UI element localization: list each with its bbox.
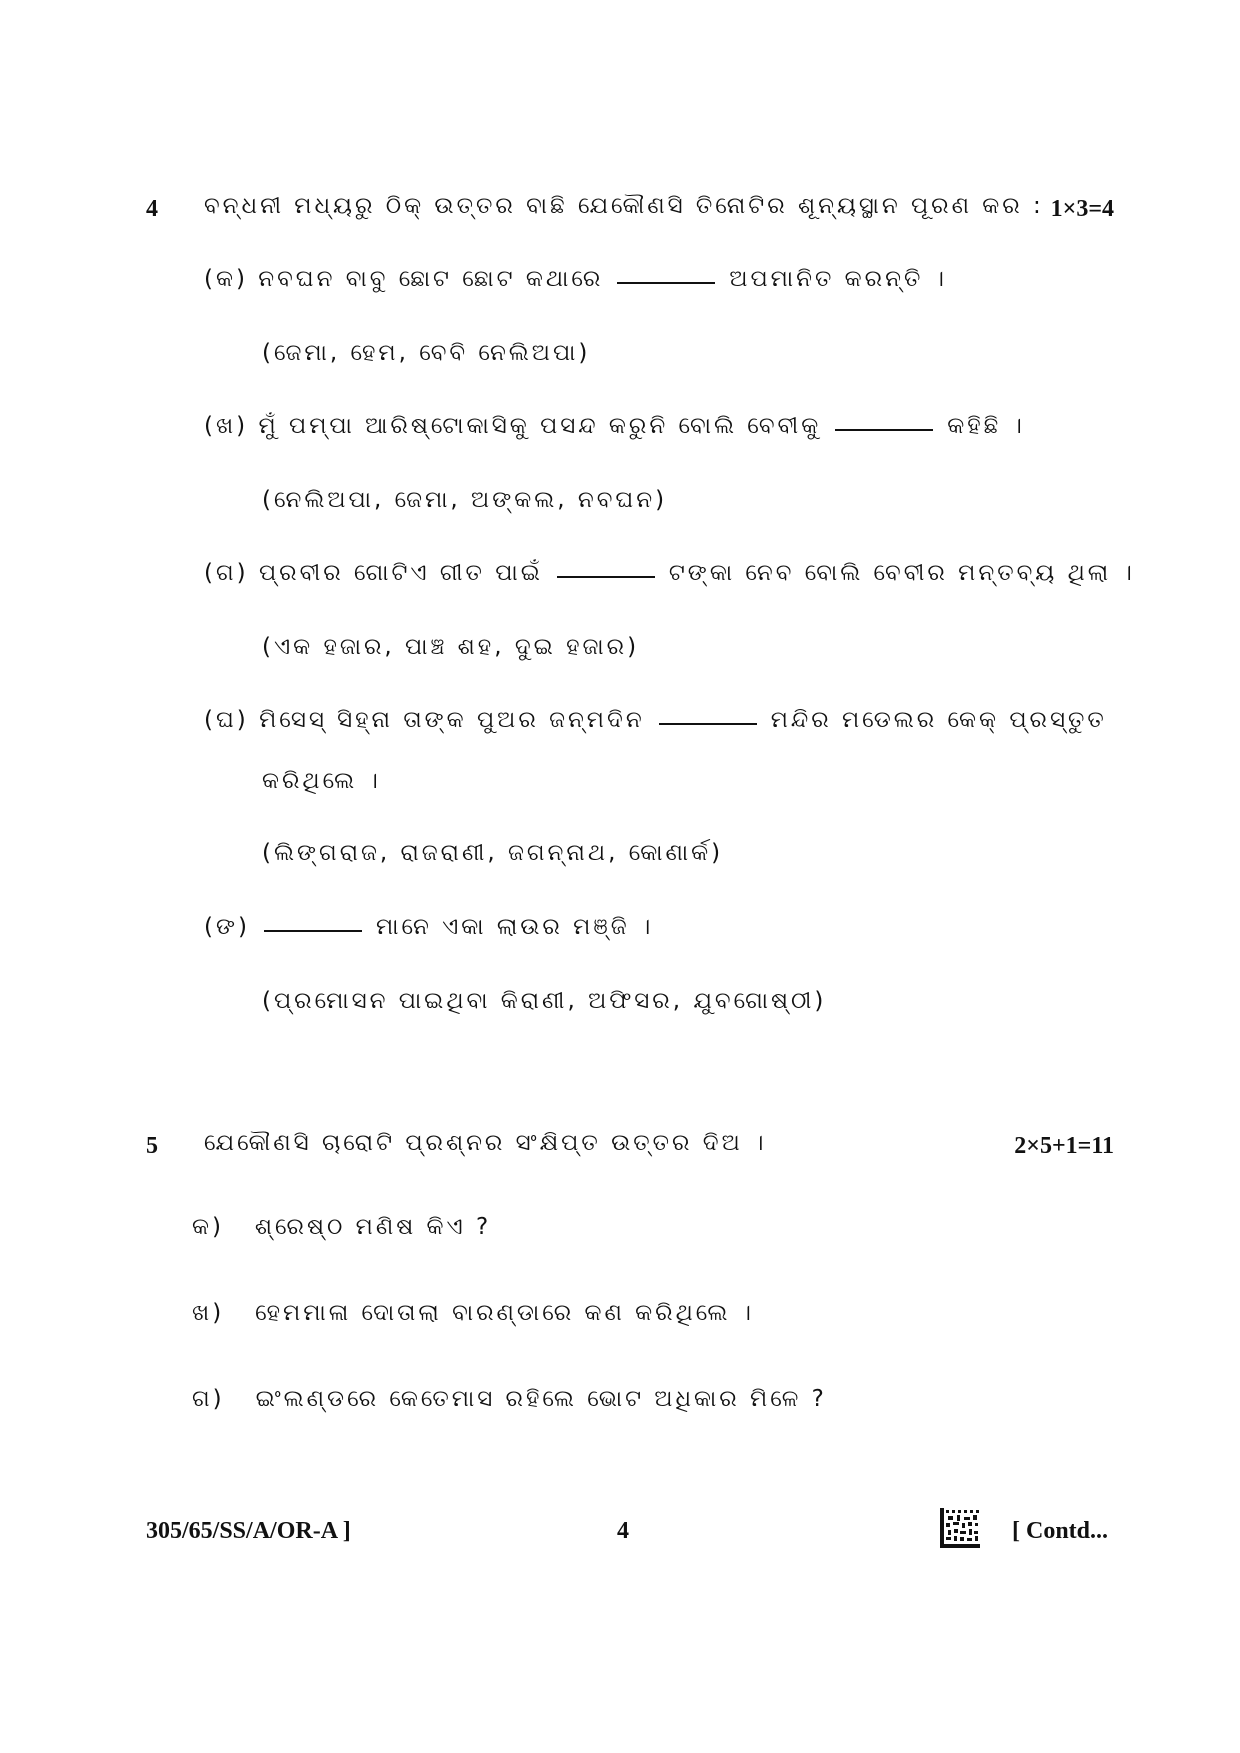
item-options: (ନେଲିଅପା, ଜେମା, ଅଙ୍କଲ, ନବଘନ) — [262, 487, 668, 513]
item-text-before: ପ୍ରବୀର ଗୋଟିଏ ଗୀତ ପାଇଁ — [258, 560, 543, 586]
answer-blank — [557, 576, 655, 578]
fill-blank-item — [204, 914, 653, 940]
fill-blank-item — [204, 266, 947, 292]
item-text: ଇଂଲଣ୍ଡରେ କେତେମାସ ରହିଲେ ଭୋଟ ଅଧିକାର ମିଳେ ? — [255, 1386, 827, 1412]
item-options: (ଏକ ହଜାର, ପାଞ୍ଚ ଶହ, ଦୁଇ ହଜାର) — [262, 634, 640, 660]
question-instruction: ବନ୍ଧନୀ ମଧ୍ୟରୁ ଠିକ୍ ଉତ୍ତର ବାଛି ଯେକୌଣସି ତିନୋଟିର ଶୂନ୍ୟସ୍ଥାନ ପୂରଣ କର : — [204, 193, 1044, 219]
item-text-after: ମାନେ ଏକା ଲାଉର ମଞ୍ଜି । — [376, 914, 654, 940]
item-label: କ) — [192, 1214, 224, 1240]
item-options: (ଜେମା, ହେମ, ବେବି ନେଲିଅପା) — [262, 340, 591, 366]
item-label: (ଖ) — [204, 413, 249, 439]
question-number: 5 — [146, 1133, 158, 1159]
fill-blank-item — [204, 707, 1107, 733]
fill-blank-item — [204, 560, 1135, 586]
item-text-before: ନବଘନ ବାବୁ ଛୋଟ ଛୋଟ କଥାରେ — [258, 266, 604, 292]
item-text: ହେମମାଳା ଦୋତାଲା ବାରଣ୍ଡାରେ କଣ କରିଥିଲେ । — [255, 1300, 754, 1326]
short-answer-item — [192, 1386, 827, 1412]
qr-code-icon — [940, 1508, 980, 1548]
item-label: (ଘ) — [204, 707, 249, 733]
item-label: ଖ) — [192, 1300, 225, 1326]
answer-blank — [264, 930, 362, 932]
item-options: (ପ୍ରମୋସନ ପାଇଥିବା କିରାଣୀ, ଅଫିସର, ଯୁବଗୋଷ୍ଠୀ) — [262, 988, 827, 1014]
item-text-before: ମିସେସ୍ ସିହ୍ନା ତାଙ୍କ ପୁଅର ଜନ୍ମଦିନ — [259, 707, 645, 733]
paper-code: 305/65/SS/A/OR-A ] — [146, 1518, 351, 1544]
short-answer-item — [192, 1300, 754, 1326]
answer-blank — [617, 282, 715, 284]
question-number: 4 — [146, 196, 158, 222]
question-marks: 1×3=4 — [1050, 196, 1114, 222]
item-label: (କ) — [204, 266, 248, 292]
item-continuation: କରିଥିଲେ । — [262, 768, 381, 794]
answer-blank — [835, 429, 933, 431]
page-number: 4 — [617, 1518, 629, 1544]
question-marks: 2×5+1=11 — [1014, 1133, 1114, 1159]
item-label: ଗ) — [192, 1386, 225, 1412]
item-text-after: ଟଙ୍କା ନେବ ବୋଲି ବେବୀର ମନ୍ତବ୍ୟ ଥିଲା । — [668, 560, 1135, 586]
item-options: (ଲିଙ୍ଗରାଜ, ରାଜରାଣୀ, ଜଗନ୍ନାଥ, କୋଣାର୍କ) — [262, 840, 724, 866]
item-text-before: ମୁଁ ପମ୍ପା ଆରିଷ୍ଟୋକାସିକୁ ପସନ୍ଦ କରୁନି ବୋଲି ବେବୀକୁ — [258, 413, 822, 439]
short-answer-item — [192, 1214, 491, 1240]
answer-blank — [659, 723, 757, 725]
item-text-after: କହିଛି । — [947, 413, 1025, 439]
continued-note: [ Contd... — [1012, 1518, 1109, 1544]
item-label: (ଙ) — [204, 914, 250, 940]
item-label: (ଗ) — [204, 560, 249, 586]
item-text: ଶ୍ରେଷ୍ଠ ମଣିଷ କିଏ ? — [254, 1214, 492, 1240]
question-instruction: ଯେକୌଣସି ଚାରୋଟି ପ୍ରଶ୍ନର ସଂକ୍ଷିପ୍ତ ଉତ୍ତର ଦିଅ । — [204, 1130, 767, 1156]
fill-blank-item — [204, 413, 1025, 439]
item-text-after: ଅପମାନିତ କରନ୍ତି । — [729, 266, 948, 292]
item-text-after: ମନ୍ଦିର ମଡେଲର କେକ୍ ପ୍ରସ୍ତୁତ — [770, 707, 1107, 733]
